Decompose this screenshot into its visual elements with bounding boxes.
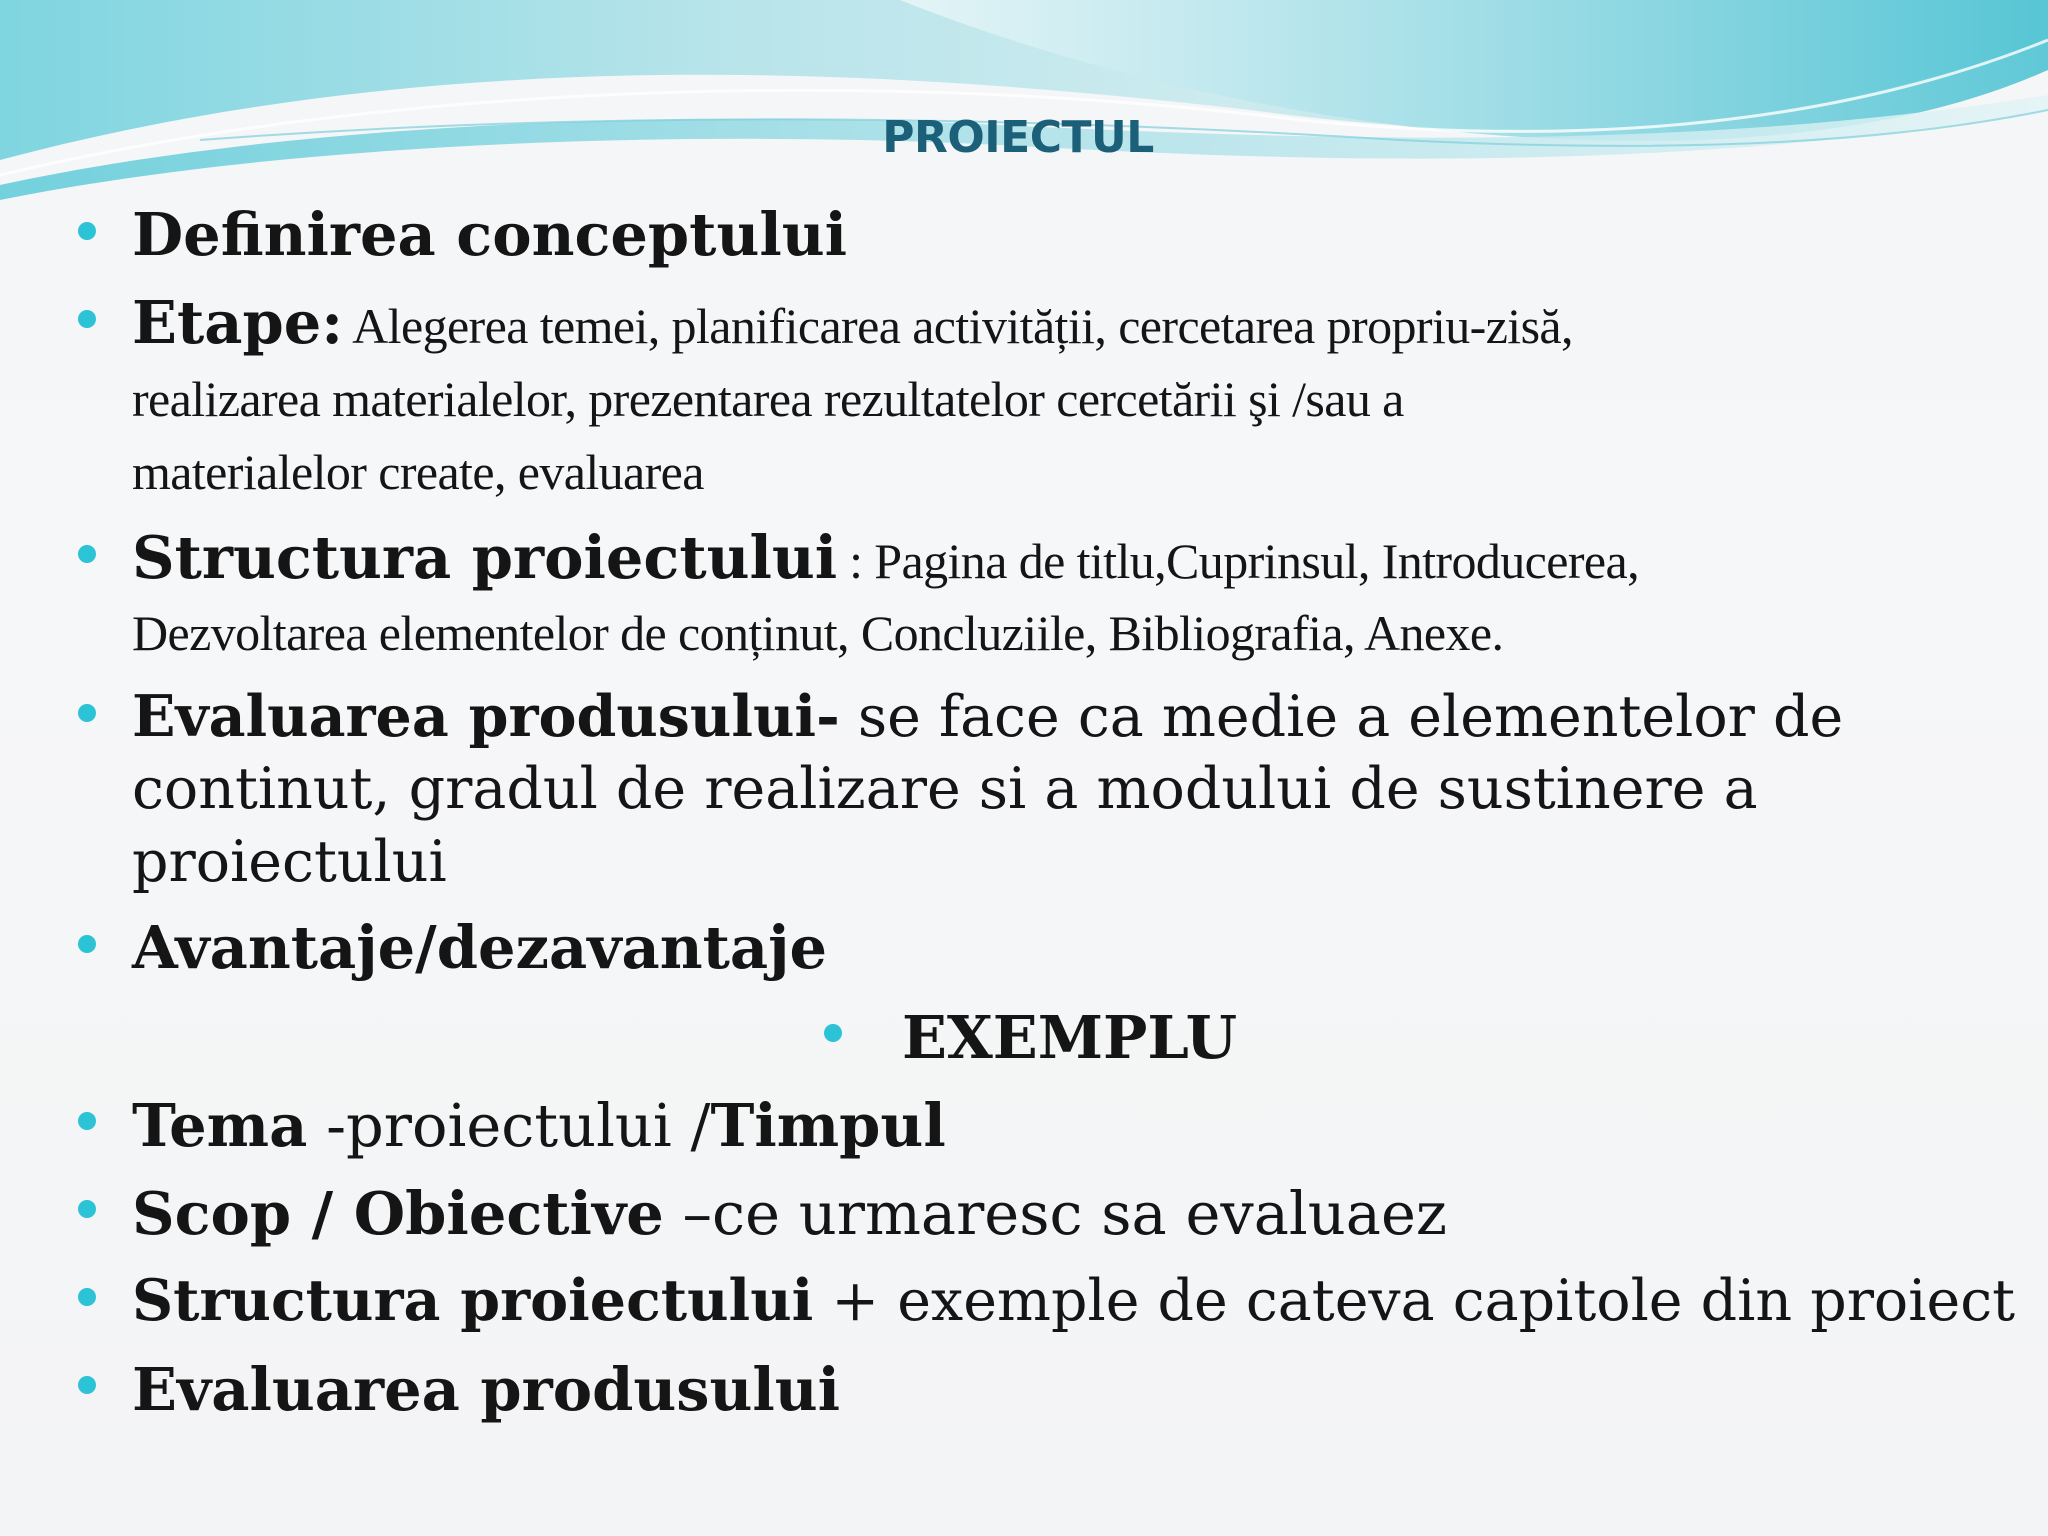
bullet-icon — [78, 545, 96, 563]
evaluarea-text-1: se face ca medie a elementelor de — [839, 684, 1844, 750]
bullet-icon — [78, 310, 96, 328]
structura2-text: + exemple de cateva capitole din proiect — [813, 1268, 2016, 1334]
item-structura2 — [132, 1267, 2016, 1334]
etape-text-1: Alegerea temei, planificarea activității, cercetarea propriu-zisă, — [343, 298, 1573, 354]
scop-text: –ce urmaresc sa evaluaez — [663, 1179, 1447, 1248]
item-evaluarea2: Evaluarea produsului — [132, 1355, 841, 1424]
evaluarea-label: Evaluarea produsului- — [132, 683, 840, 750]
item-structura-line2: Dezvoltarea elementelor de conținut, Concluziile, Bibliografia, Anexe. — [132, 605, 1504, 661]
item-scop — [132, 1179, 1447, 1248]
scop-label: Scop / Obiective — [132, 1179, 664, 1248]
structura-label: Structura proiectului — [132, 523, 838, 592]
structura2-label: Structura proiectului — [132, 1267, 814, 1334]
bullet-icon — [78, 1288, 96, 1306]
tema-text: -proiectului / — [307, 1091, 711, 1160]
item-structura-line1 — [132, 523, 1640, 592]
structura-text-1: : Pagina de titlu,Cuprinsul, Introducerea, — [837, 533, 1640, 589]
item-definirea: Definirea conceptului — [132, 200, 848, 269]
item-evaluarea-line2: continut, gradul de realizare si a modului de sustinere a — [132, 756, 1758, 822]
item-avantaje: Avantaje/dezavantaje — [132, 913, 828, 982]
tema-label: Tema — [132, 1091, 308, 1160]
exemplu-heading: EXEMPLU — [902, 1003, 1238, 1072]
item-tema — [132, 1091, 946, 1160]
item-etape-line1 — [132, 288, 1573, 357]
bullet-icon — [78, 935, 96, 953]
bullet-icon — [78, 222, 96, 240]
bullet-icon — [78, 1376, 96, 1394]
bullet-icon — [78, 1112, 96, 1130]
etape-label: Etape: — [132, 288, 344, 357]
slide-title: PROIECTUL — [882, 112, 1154, 163]
item-evaluarea-line1 — [132, 683, 1844, 750]
item-etape-line2: realizarea materialelor, prezentarea rezultatelor cercetării şi /sau a — [132, 371, 1404, 427]
bullet-icon — [78, 704, 96, 722]
bullet-icon — [824, 1024, 842, 1042]
timpul-label: Timpul — [710, 1091, 946, 1160]
item-evaluarea-line3: proiectului — [132, 829, 447, 895]
item-etape-line3: materialelor create, evaluarea — [132, 444, 704, 500]
bullet-icon — [78, 1200, 96, 1218]
